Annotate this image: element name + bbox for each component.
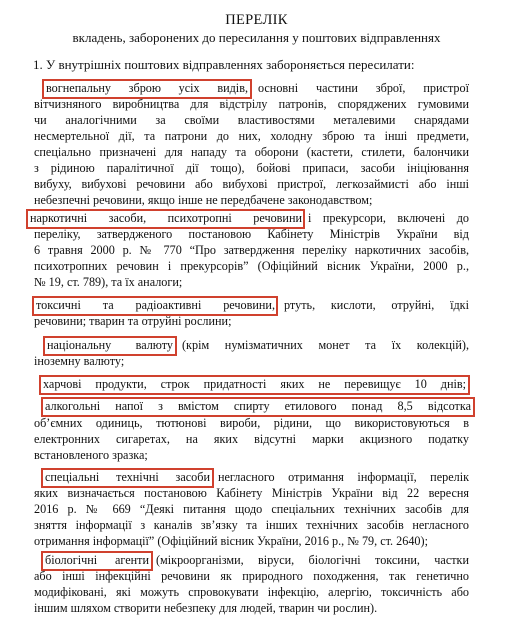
item-text-line: отримання інформації” (Офіційний вісник України, 2016 р., № 79, ст. 2640);	[34, 534, 428, 548]
item-text-line: яких визначається постановою Кабінету Міністрів України від 22 вересня	[34, 486, 469, 500]
item-text-line: вітчизняного виробництва для відстрілу патронів, споряджених гумовими	[34, 97, 469, 111]
item-text-line: переліку, затвердженого постановою Кабінету Міністрів України від	[34, 227, 469, 241]
item-text-line: зняття інформації з каналів зв’язку та інших технічних засобів негласного	[34, 518, 469, 532]
item-highlight: спеціальні технічні засоби	[45, 470, 210, 484]
item-highlight: вогнепальну зброю усіх видів,	[46, 81, 248, 95]
item-highlight: біологічні агенти	[45, 553, 149, 567]
item-text-line: (крім нумізматичних монет та їх колекцій),	[182, 338, 469, 352]
item-text-line: модифіковані, які можуть спровокувати інфекцію, алергію, токсичність або	[34, 585, 469, 599]
item-text-line: встановленого зразка;	[34, 448, 148, 462]
item-text-line: основні частини зброї, пристрої	[258, 81, 469, 95]
item-text-line: негласного отримання інформації, перелік	[218, 470, 469, 484]
item-highlight: алкогольні напої з вмістом спирту етилового понад 8,5 відсотка	[45, 399, 471, 413]
item-text-line: ртуть, кислоти, отруйні, їдкі	[284, 298, 469, 312]
item-text-line: об’ємних одиниць, тютюнові вироби, рідини, що використовуються в	[34, 416, 469, 430]
item-text-line: електронних сигаретах, на яких відсутні марки акцизного податку	[34, 432, 469, 446]
document-subtitle: вкладень, заборонених до пересилання у поштових відправленнях	[72, 30, 441, 45]
item-highlight: національну валюту	[47, 338, 173, 352]
item-text-line: (мікроорганізми, віруси, біологічні токсини, частки	[156, 553, 469, 567]
item-text-line: іноземну валюту;	[34, 354, 125, 368]
item-highlight: харчові продукти, строк придатності яких не перевищує 10 днів;	[43, 377, 466, 391]
item-text-line: іншим шляхом створити небезпеку для людей, тварин чи рослин).	[34, 601, 378, 615]
item-text-line: вибуху, вибухові речовини або вибухові пристрої, легкозаймисті або інші	[34, 177, 469, 191]
item-text-line: психотропних речовин і прекурсорів” (Офіційний вісник України, 2000 р.,	[34, 259, 469, 273]
item-text-line: або інші інфекційні речовини як природного походження, так генетично	[34, 569, 469, 583]
item-text-line: 6 травня 2000 р. № 770 “Про затвердження переліку наркотичних засобів,	[34, 243, 469, 257]
item-highlight: токсичні та радіоактивні речовини,	[36, 298, 275, 312]
item-text-line: з рідиною паралітичної дії тощо), бойові припаси, засоби ініціювання	[34, 161, 469, 175]
item-text-line: речовини; тварин та отруйні рослини;	[34, 314, 232, 328]
item-text-line: небезпечні речовини, якщо інше не передбачене законодавством;	[34, 193, 373, 207]
item-text-line: несмертельної дії, та патрони до них, холодну зброю та інші предмети,	[34, 129, 469, 143]
item-text-line: спеціально призначені для нападу та оборони (кастети, стилети, балончики	[34, 145, 469, 159]
item-text-line: № 19, ст. 789), та їх аналоги;	[34, 275, 183, 289]
section-intro: 1. У внутрішніх поштових відправленнях забороняється пересилати:	[33, 57, 415, 72]
item-text-line: і прекурсори, включені до	[308, 211, 469, 225]
item-text-line: 2016 р. № 669 “Деякі питання щодо спеціальних технічних засобів для	[34, 502, 469, 516]
item-text-line: чи аналогічними за своїми властивостями металевими снарядами	[34, 113, 469, 127]
document-title: ПЕРЕЛІК	[225, 12, 288, 28]
item-highlight: наркотичні засоби, психотропні речовини	[30, 211, 302, 225]
